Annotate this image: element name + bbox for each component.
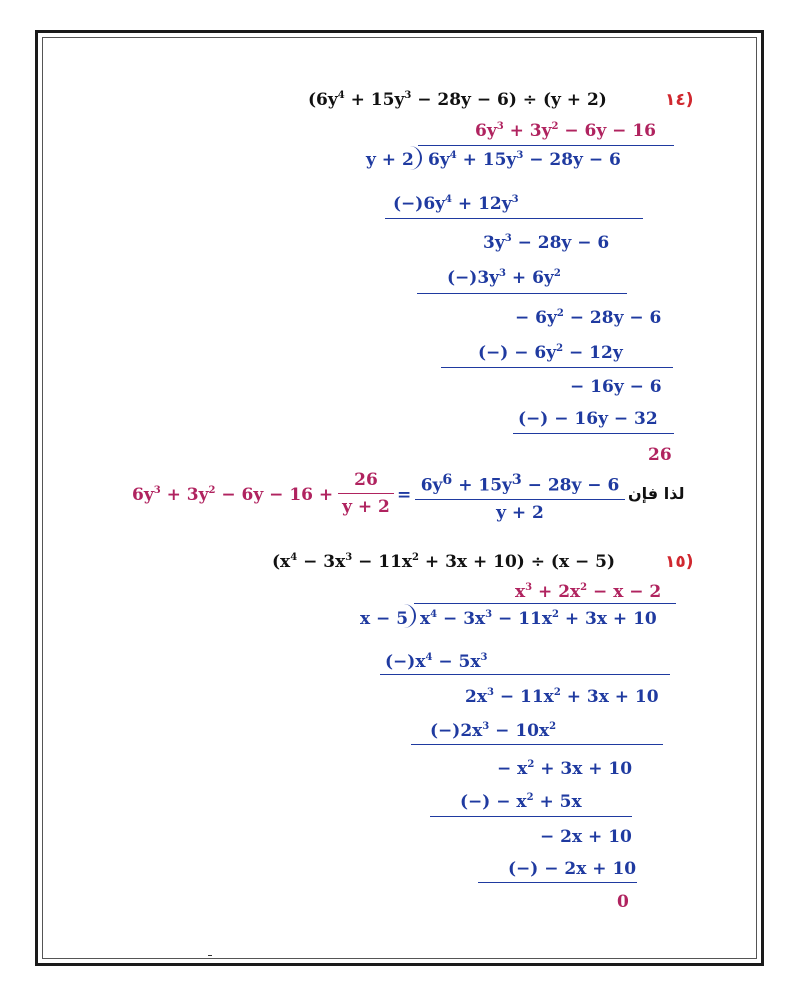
problem-14-remainder: 26 <box>648 445 672 465</box>
equals-sign: = <box>397 485 412 505</box>
rhs-numerator: $6y^6 + 15y^3 - 28y - 6$ <box>420 472 620 496</box>
step-line: $(-)6y^4 + 12y^3$ <box>393 194 519 214</box>
exponent: 6 <box>442 472 453 488</box>
exponent: 3 <box>499 268 507 279</box>
exponent: 4 <box>337 90 345 101</box>
problem-14-number: ١٤) <box>665 90 694 110</box>
problem-15-dividend: $x^4 - 3x^3 - 11x^2 + 3x + 10$ <box>420 609 657 629</box>
exponent: 2 <box>552 609 559 620</box>
exponent: 3 <box>482 721 490 732</box>
step-line: − $6y^2 - 28y - 6$ <box>515 308 662 328</box>
problem-14-question: $(6y^4 + 15y^3 - 28y - 6) \div (y + 2)$ <box>308 90 607 110</box>
rhs-denominator: y + 2 <box>496 502 544 523</box>
exponent: 2 <box>580 582 588 593</box>
step-rule <box>417 293 627 294</box>
exponent: 3 <box>525 582 533 593</box>
exponent: 4 <box>290 552 298 563</box>
exponent: 2 <box>527 759 535 770</box>
problem-15-quotient: $x^3 + 2x^2 - x - 2$ <box>515 582 662 602</box>
division-line <box>414 603 676 604</box>
exponent: 2 <box>208 485 216 496</box>
step-rule <box>380 674 670 675</box>
stray-mark <box>208 955 212 956</box>
exponent: 3 <box>504 233 512 244</box>
step-line: − $x^2 + 3x + 10$ <box>497 759 633 779</box>
exponent: 3 <box>511 194 519 205</box>
exponent: 3 <box>345 552 353 563</box>
exponent: 2 <box>556 343 564 354</box>
step-rule <box>478 882 637 883</box>
conclusion-rhs-fraction <box>415 469 625 524</box>
step-line: − 2x + 10 <box>540 827 632 847</box>
step-line: (−) − 16y − 32 <box>518 409 658 429</box>
step-line: (−) − $6y^2 - 12y$ <box>478 343 623 363</box>
step-line: $(-)2x^3 - 10x^2$ <box>430 721 557 741</box>
step-line: $(-)x^4 - 5x^3$ <box>385 652 488 672</box>
exponent: 3 <box>496 121 504 132</box>
problem-15-divisor: x − 5 <box>360 609 409 629</box>
step-rule <box>430 816 632 817</box>
step-line: $3y^3 - 28y - 6$ <box>483 233 610 253</box>
exponent: 4 <box>425 652 433 663</box>
problem-14-quotient: $6y^3 + 3y^2 - 6y - 16$ <box>475 121 656 141</box>
exponent: 3 <box>153 485 161 496</box>
problem-15-question: $(x^4 - 3x^3 - 11x^2 + 3x + 10) \div (x - 5)$ <box>272 552 616 572</box>
exponent: 4 <box>449 150 457 161</box>
step-line: $2x^3 - 11x^2 + 3x + 10$ <box>465 687 659 707</box>
problem-14-dividend: $6y^4 + 15y^3 - 28y - 6$ <box>428 150 621 170</box>
problem-14-divisor: y + 2 <box>366 150 414 170</box>
exponent: 4 <box>445 194 453 205</box>
step-line: (−) − $x^2 + 5x$ <box>460 792 582 812</box>
problem-15-number: ١٥) <box>665 552 694 572</box>
step-rule <box>385 218 643 219</box>
step-rule <box>513 433 674 434</box>
step-rule <box>411 744 663 745</box>
lhs-numerator: 26 <box>354 470 378 490</box>
exponent: 3 <box>404 90 412 101</box>
exponent: 3 <box>486 687 494 698</box>
exponent: 2 <box>551 121 559 132</box>
problem-15-remainder: 0 <box>617 892 629 912</box>
division-line <box>418 145 674 146</box>
exponent: 3 <box>480 652 488 663</box>
lhs-denominator: y + 2 <box>342 497 390 517</box>
conclusion-lhs-fraction <box>338 469 394 518</box>
step-line: − 16y − 6 <box>570 377 662 397</box>
exponent: 2 <box>526 792 534 803</box>
conclusion-lhs: $6y^3 + 3y^2 - 6y - 16$ + <box>132 485 334 505</box>
exponent: 2 <box>556 308 564 319</box>
exponent: 3 <box>485 609 493 620</box>
exponent: 2 <box>412 552 420 563</box>
exponent: 2 <box>553 687 561 698</box>
step-line: $(-)3y^3 + 6y^2$ <box>447 268 561 288</box>
exponent: 2 <box>553 268 561 279</box>
exponent: 4 <box>430 609 438 620</box>
step-line: (−) − 2x + 10 <box>508 859 637 879</box>
conclusion-label: لذا فإن <box>628 484 685 503</box>
exponent: 2 <box>549 721 557 732</box>
exponent: 3 <box>511 472 522 488</box>
exponent: 3 <box>516 150 524 161</box>
step-rule <box>441 367 673 368</box>
